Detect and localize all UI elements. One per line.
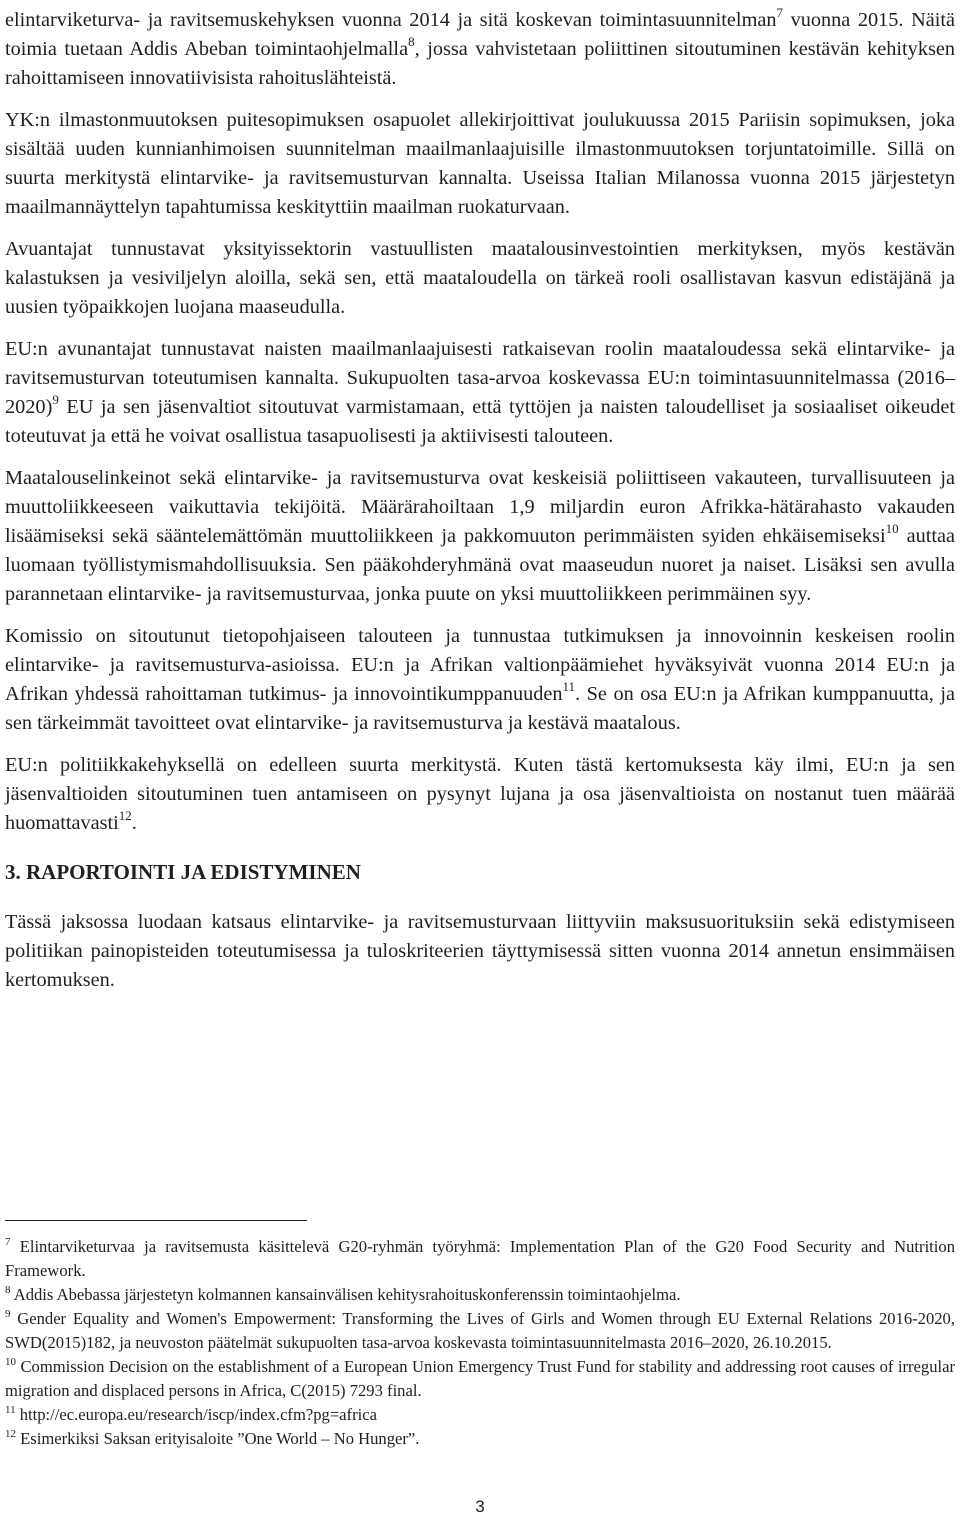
footnote-9 bbox=[5, 1307, 955, 1355]
footnote-text: Esimerkiksi Saksan erityisaloite ”One World – No Hunger”. bbox=[16, 1429, 420, 1448]
footnote-ref-7[interactable]: 7 bbox=[776, 5, 783, 20]
text-run: EU:n avunantajat tunnustavat naisten maailmanlaajuisesti ratkaisevan roolin maataloudessa sekä elintarvike- ja ravitsemusturvan toteutumisen kannalta. Sukupuolten tasa-arvoa koskevassa EU:n toimintasuunnitelmassa (2016–2020) bbox=[5, 338, 955, 418]
footnote-ref-8[interactable]: 8 bbox=[408, 34, 415, 49]
footnote-10 bbox=[5, 1355, 955, 1403]
body-paragraph-4 bbox=[5, 335, 955, 451]
footnote-ref-12[interactable]: 12 bbox=[118, 808, 132, 823]
footnote-number: 9 bbox=[5, 1308, 11, 1320]
text-run: Maatalouselinkeinot sekä elintarvike- ja ravitsemusturva ovat keskeisiä poliittiseen vakauteen, turvallisuuteen ja muuttoliikkeeseen vaikuttavia tekijöitä. Määrärahoiltaan 1,9 miljardin euron Afrikka-hätärahasto vakauden lisäämiseksi sekä sääntelemättömän muuttoliikkeen ja pakkomuuton perimmäisten syiden ehkäisemiseksi bbox=[5, 467, 955, 547]
text-run: auttaa luomaan työllistymismahdollisuuksia. Sen pääkohderyhmänä ovat maaseudun nuoret ja naiset. Lisäksi sen avulla parannetaan elintarvike- ja ravitsemusturvaa, jonka puute on yksi muuttoliikkeen perimmäinen syy. bbox=[5, 525, 955, 605]
footnote-7 bbox=[5, 1235, 955, 1283]
footnote-12 bbox=[5, 1427, 955, 1451]
footnote-number: 7 bbox=[5, 1236, 11, 1248]
footnote-number: 8 bbox=[5, 1284, 11, 1296]
footnote-number: 11 bbox=[5, 1404, 16, 1416]
document-page bbox=[5, 5, 955, 1448]
text-run: . Se on osa EU:n ja Afrikan kumppanuutta, ja sen tärkeimmät tavoitteet ovat elintarvike- ja ravitsemusturva ja kestävä maatalous. bbox=[5, 683, 955, 734]
body-paragraph-2: YK:n ilmastonmuutoksen puitesopimuksen osapuolet allekirjoittivat joulukuussa 2015 Pariisin sopimuksen, joka sisältää uuden kunnianhimoisen suunnitelman maailmanlaajuisille ilmastonmuutoksen torjuntatoimille. Sillä on suurta merkitystä elintarvike- ja ravitsemusturvan kannalta. Useissa Italian Milanossa vuonna 2015 järjestetyn maailmannäyttelyn tapahtumissa keskityttiin maailman ruokaturvaan. bbox=[5, 109, 955, 218]
footnote-text: Commission Decision on the establishment of a European Union Emergency Trust Fund for stability and addressing root causes of irregular migration and displaced persons in Africa, C(2015) 7293 final. bbox=[5, 1357, 955, 1400]
footnote-ref-10[interactable]: 10 bbox=[885, 521, 899, 536]
footnote-11 bbox=[5, 1403, 955, 1427]
section-paragraph: Tässä jaksossa luodaan katsaus elintarvike- ja ravitsemusturvaan liittyviin maksusuorituksiin sekä edistymiseen politiikan painopisteiden toteutumisessa ja tuloskriteerien täyttymisessä sitten vuonna 2014 annetun ensimmäisen kertomuksen. bbox=[5, 911, 955, 991]
body-paragraph-7 bbox=[5, 751, 955, 838]
footnote-number: 10 bbox=[5, 1356, 16, 1368]
text-run: Komissio on sitoutunut tietopohjaiseen talouteen ja tunnustaa tutkimuksen ja innovoinnin keskeisen roolin elintarvike- ja ravitsemusturva-asioissa. EU:n ja Afrikan valtionpäämiehet hyväksyivät vuonna 2014 EU:n ja Afrikan yhdessä rahoittaman tutkimus- ja innovointikumppanuuden bbox=[5, 625, 955, 705]
text-run: elintarviketurva- ja ravitsemuskehyksen vuonna 2014 ja sitä koskevan toimintasuunnitelman bbox=[5, 9, 777, 31]
footnote-text: Elintarviketurvaa ja ravitsemusta käsittelevä G20-ryhmän työryhmä: Implementation Plan of the G20 Food Security and Nutrition Framework. bbox=[5, 1237, 955, 1280]
section-heading: 3. RAPORTOINTI JA EDISTYMINEN bbox=[5, 860, 361, 884]
body-paragraph-6 bbox=[5, 622, 955, 738]
text-run: EU:n politiikkakehyksellä on edelleen suurta merkitystä. Kuten tästä kertomuksesta käy ilmi, EU:n ja sen jäsenvaltioiden sitoutuminen tuen antamiseen on pysynyt lujana ja osa jäsenvaltioista on nostanut tuen määrää huomattavasti bbox=[5, 754, 955, 834]
footnote-text: Addis Abebassa järjestetyn kolmannen kansainvälisen kehitysrahoituskonferenssin toimintaohjelma. bbox=[10, 1285, 681, 1304]
body-paragraph-3: Avuantajat tunnustavat yksityissektorin vastuullisten maatalousinvestointien merkityksen, myös kestävän kalastuksen ja vesiviljelyn aloilla, sekä sen, että maataloudella on tärkeä rooli osallistavan kasvun edistäjänä ja uusien työpaikkojen luojana maaseudulla. bbox=[5, 238, 955, 318]
body-paragraph-5 bbox=[5, 464, 955, 609]
text-run: EU ja sen jäsenvaltiot sitoutuvat varmistamaan, että tyttöjen ja naisten taloudelliset ja sosiaaliset oikeudet toteutuvat ja että he voivat osallistua tasapuolisesti ja aktiivisesti talouteen. bbox=[5, 396, 955, 447]
text-run: vuonna 2015. Näitä toimia tuetaan Addis Abeban toimintaohjelmalla bbox=[5, 9, 955, 60]
text-run: , jossa vahvistetaan poliittinen sitoutuminen kestävän kehityksen rahoittamiseen innovatiivisista rahoituslähteistä. bbox=[5, 38, 955, 89]
footnote-8 bbox=[5, 1283, 955, 1307]
footnote-text: Gender Equality and Women's Empowerment: Transforming the Lives of Girls and Women through EU External Relations 2016-2020, SWD(2015)182, ja neuvoston päätelmät sukupuolten tasa-arvoa koskevasta toimintasuunnitelmasta 2016–2020, 26.10.2015. bbox=[5, 1309, 955, 1352]
footnote-link[interactable]: http://ec.europa.eu/research/iscp/index.cfm?pg=africa bbox=[15, 1405, 377, 1424]
footnotes bbox=[5, 1235, 955, 1451]
footnote-ref-9[interactable]: 9 bbox=[52, 392, 59, 407]
footnote-ref-11[interactable]: 11 bbox=[562, 679, 576, 694]
footnote-number: 12 bbox=[5, 1428, 16, 1440]
body-paragraph-1 bbox=[5, 6, 955, 93]
page-number: 3 bbox=[475, 1497, 485, 1516]
footnote-separator bbox=[5, 1220, 307, 1221]
text-run: . bbox=[131, 812, 137, 834]
